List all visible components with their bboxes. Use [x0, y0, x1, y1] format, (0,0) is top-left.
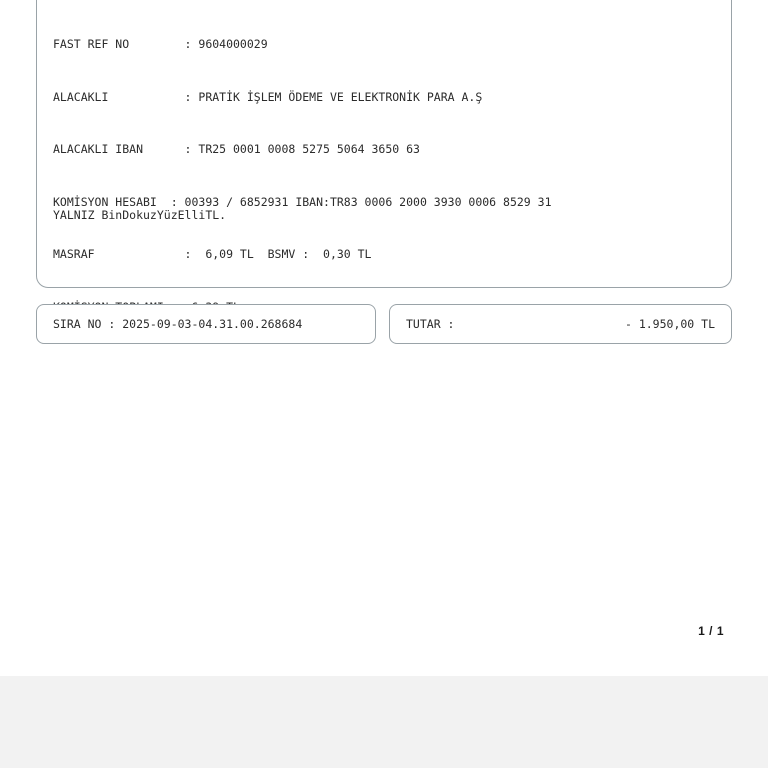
- detail-row: KOMİSYON HESABI : 00393 / 6852931 IBAN:TR83 0006 2000 3930 0006 8529 31: [53, 194, 552, 209]
- sequence-number-box: [36, 304, 376, 344]
- amount-in-words: YALNIZ BinDokuzYüzElliTL.: [53, 208, 227, 222]
- amount-label: TUTAR :: [406, 317, 455, 331]
- sequence-number-text: SIRA NO : 2025-09-03-04.31.00.268684: [53, 317, 303, 331]
- amount-box: [389, 304, 732, 344]
- detail-row: FAST REF NO : 9604000029: [53, 37, 268, 51]
- amount-value: - 1.950,00 TL: [624, 317, 715, 331]
- detail-row: ALACAKLI : PRATİK İŞLEM ÖDEME VE ELEKTRONİK PARA A.Ş: [53, 89, 483, 104]
- receipt-panel: [36, 0, 732, 288]
- receipt-footer: [0, 304, 768, 344]
- detail-row: MASRAF : 6,09 TL BSMV : 0,30 TL: [53, 247, 372, 261]
- detail-row: ALACAKLI IBAN : TR25 0001 0008 5275 5064 3650 63: [53, 142, 420, 156]
- transaction-details: [53, 1, 552, 351]
- page-number: 1 / 1: [698, 624, 724, 638]
